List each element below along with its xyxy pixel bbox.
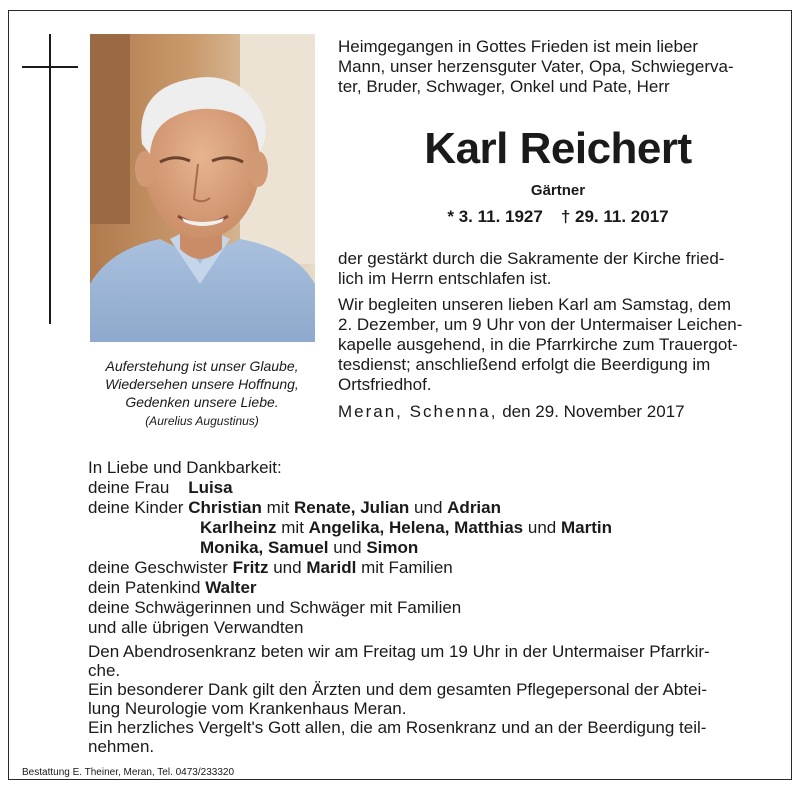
- text-line: tesdienst; anschließend erfolgt die Beerdigung im: [338, 355, 711, 374]
- text-line: Ortsfriedhof.: [338, 375, 432, 394]
- epitaph-quote: [84, 357, 320, 430]
- closing-text: [88, 642, 774, 756]
- sacrament-text: [338, 249, 778, 289]
- family-relatives: und alle übrigen Verwandten: [88, 618, 304, 637]
- quote-source: (Aurelius Augustinus): [145, 414, 259, 428]
- text-line: Wir begleiten unseren lieben Karl am Samstag, dem: [338, 295, 732, 314]
- family-heading: In Liebe und Dankbarkeit:: [88, 458, 282, 477]
- text-line: kapelle ausgehend, in die Pfarrkirche zum Trauergot-: [338, 335, 738, 354]
- funeral-home-footer: Bestattung E. Theiner, Meran, Tel. 0473/233320: [22, 767, 235, 778]
- profession: Gärtner: [530, 182, 586, 199]
- quote-line: Gedenken unsere Liebe.: [125, 394, 279, 410]
- text-line: 2. Dezember, um 9 Uhr von der Untermaiser Leichen-: [338, 315, 743, 334]
- closing-line: Ein besonderer Dank gilt den Ärzten und dem gesamten Pflegepersonal der Abtei-: [88, 680, 707, 699]
- closing-line: che.: [88, 661, 121, 680]
- wife-name: Luisa: [188, 478, 233, 497]
- text-line: der gestärkt durch die Sakramente der Kirche fried-: [338, 249, 725, 268]
- quote-line: Wiedersehen unsere Hoffnung,: [105, 376, 299, 392]
- cross-icon-bar: [22, 66, 78, 68]
- family-child: Monika, Samuel und Simon: [200, 538, 419, 557]
- family-siblings: deine Geschwister Fritz und Maridl mit Familien: [88, 558, 453, 577]
- family-child: deine Kinder Christian mit Renate, Julian und Adrian: [88, 498, 501, 517]
- intro-line: Heimgegangen in Gottes Frieden ist mein lieber: [338, 37, 699, 56]
- intro-line: Mann, unser herzensguter Vater, Opa, Schwiegerva-: [338, 57, 734, 76]
- place: Meran, Schenna,: [338, 402, 498, 421]
- intro-text: [338, 37, 778, 97]
- cross-icon: [49, 34, 51, 324]
- family-godchild: dein Patenkind Walter: [88, 578, 257, 597]
- intro-line: ter, Bruder, Schwager, Onkel und Pate, Herr: [338, 77, 670, 96]
- closing-line: lung Neurologie vom Krankenhaus Meran.: [88, 699, 407, 718]
- closing-line: Ein herzliches Vergelt's Gott allen, die am Rosenkranz und an der Beerdigung teil-: [88, 718, 707, 737]
- deceased-name: Karl Reichert: [424, 124, 692, 173]
- family-list: [88, 458, 768, 638]
- closing-line: Den Abendrosenkranz beten wir am Freitag um 19 Uhr in der Untermaiser Pfarrkir-: [88, 642, 710, 661]
- portrait-photo: [90, 34, 315, 342]
- place-and-date: [338, 402, 778, 422]
- notice-date: den 29. November 2017: [502, 402, 685, 421]
- family-child: Karlheinz mit Angelika, Helena, Matthias und Martin: [200, 518, 612, 537]
- family-inlaws: deine Schwägerinnen und Schwäger mit Familien: [88, 598, 462, 617]
- family-wife: deine Frau Luisa: [88, 478, 233, 497]
- text-line: lich im Herrn entschlafen ist.: [338, 269, 552, 288]
- closing-line: nehmen.: [88, 737, 155, 756]
- birth-date: * 3. 11. 1927: [447, 207, 543, 226]
- death-date: † 29. 11. 2017: [560, 207, 669, 226]
- quote-line: Auferstehung ist unser Glaube,: [105, 358, 299, 374]
- funeral-details: [338, 295, 778, 395]
- life-dates: [338, 207, 778, 227]
